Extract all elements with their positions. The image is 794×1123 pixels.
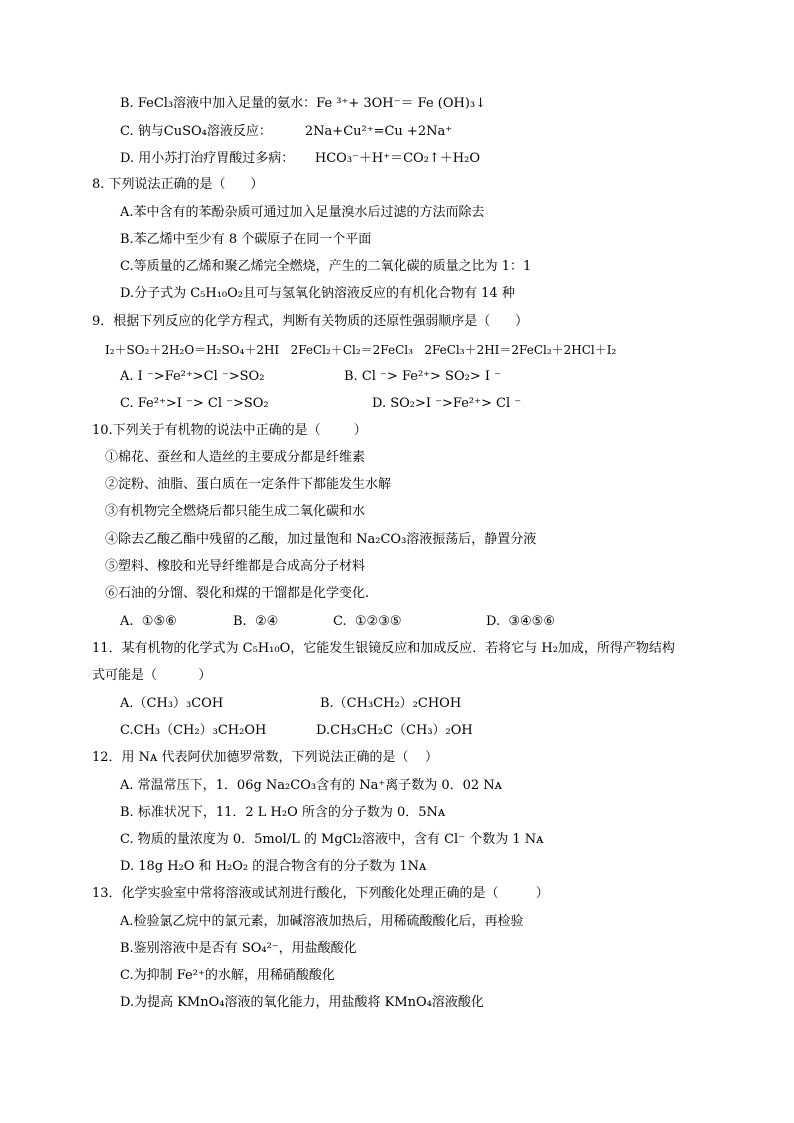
- q8-option-d: D.分子式为 C₅H₁₀O₂且可与氢氧化钠溶液反应的有机化合物有 14 种: [120, 286, 515, 301]
- q10-statement-1: ①棉花、蚕丝和人造丝的主要成分都是纤维素: [105, 450, 366, 465]
- q12-option-d: D. 18g H₂O 和 H₂O₂ 的混合物含有的分子数为 1Nᴀ: [120, 859, 427, 874]
- q11-stem: 11．某有机物的化学式为 C₅H₁₀O，它能发生银镜反应和加成反应．若将它与 H₂加成，所得产物结构: [92, 641, 675, 656]
- q10-option-c: C. ①②③⑤: [333, 614, 402, 629]
- q11-option-c: C.CH₃（CH₂）₃CH₂OH: [120, 723, 267, 738]
- q12-option-a: A. 常温常压下，1．06g Na₂CO₃含有的 Na⁺离子数为 0．02 Nᴀ: [120, 778, 502, 793]
- q9-stem: 9．根据下列反应的化学方程式，判断有关物质的还原性强弱顺序是（ ）: [92, 314, 529, 329]
- q7-option-c: C. 钠与CuSO₄溶液反应： 2Na+Cu²⁺=Cu +2Na⁺: [120, 124, 453, 139]
- q10-stem: 10.下列关于有机物的说法中正确的是（ ）: [92, 423, 367, 438]
- q13-option-c: C.为抑制 Fe²⁺的水解，用稀硝酸酸化: [120, 968, 335, 983]
- q13-option-d: D.为提高 KMnO₄溶液的氧化能力，用盐酸将 KMnO₄溶液酸化: [120, 995, 484, 1010]
- q8-stem: 8. 下列说法正确的是（ ）: [92, 177, 264, 192]
- q11-option-a: A.（CH₃）₃COH: [120, 696, 224, 711]
- q9-option-a: A. I ⁻>Fe²⁺>Cl ⁻>SO₂: [120, 369, 265, 384]
- q13-option-a: A.检验氯乙烷中的氯元素，加碱溶液加热后，用稀硫酸酸化后，再检验: [120, 914, 524, 929]
- q10-statement-5: ⑤塑料、橡胶和光导纤维都是合成高分子材料: [105, 559, 366, 574]
- q13-option-b: B.鉴别溶液中是否有 SO₄²⁻，用盐酸酸化: [120, 941, 357, 956]
- q9-option-d: D. SO₂>I ⁻>Fe²⁺> Cl ⁻: [372, 396, 522, 411]
- q10-option-d: D. ③④⑤⑥: [486, 614, 555, 629]
- q11-option-d: D.CH₃CH₂C（CH₃）₂OH: [316, 723, 473, 738]
- q7-option-b: B. FeCl₃溶液中加入足量的氨水：Fe ³⁺+ 3OH⁻＝ Fe (OH)₃↓: [120, 96, 487, 111]
- q10-statement-6: ⑥石油的分馏、裂化和煤的干馏都是化学变化.: [105, 586, 370, 601]
- q11-stem-cont: 式可能是（ ）: [92, 668, 212, 683]
- q8-option-a: A.苯中含有的苯酚杂质可通过加入足量溴水后过滤的方法而除去: [120, 205, 485, 220]
- q8-option-b: B.苯乙烯中至少有 8 个碳原子在同一个平面: [120, 232, 372, 247]
- q10-statement-2: ②淀粉、油脂、蛋白质在一定条件下都能发生水解: [105, 477, 392, 492]
- q10-option-b: B. ②④: [233, 614, 279, 629]
- q10-statement-4: ④除去乙酸乙酯中残留的乙酸，加过量饱和 Na₂CO₃溶液振荡后，静置分液: [105, 532, 537, 547]
- q11-option-b: B.（CH₃CH₂）₂CHOH: [320, 696, 462, 711]
- q12-option-c: C. 物质的量浓度为 0．5mol/L 的 MgCl₂溶液中，含有 Cl⁻ 个数为 1 Nᴀ: [120, 832, 544, 847]
- q13-stem: 13．化学实验室中常将溶液或试剂进行酸化，下列酸化处理正确的是（ ）: [92, 886, 549, 901]
- q9-option-b: B. Cl ⁻> Fe²⁺> SO₂> I ⁻: [344, 369, 501, 384]
- q7-option-d: D. 用小苏打治疗胃酸过多病： HCO₃⁻＋H⁺＝CO₂↑＋H₂O: [120, 151, 481, 166]
- q9-option-c: C. Fe²⁺>I ⁻> Cl ⁻>SO₂: [120, 396, 269, 411]
- q9-equations: I₂＋SO₂＋2H₂O＝H₂SO₄＋2HI 2FeCl₂＋Cl₂＝2FeCl₃ 2FeCl₃＋2HI＝2FeCl₂＋2HCl＋I₂: [105, 343, 617, 357]
- q10-statement-3: ③有机物完全燃烧后都只能生成二氧化碳和水: [105, 504, 366, 519]
- q12-stem: 12．用 Nᴀ 代表阿伏加德罗常数，下列说法正确的是（ ）: [92, 750, 439, 765]
- q8-option-c: C.等质量的乙烯和聚乙烯完全燃烧，产生的二氧化碳的质量之比为 1：1: [120, 259, 532, 274]
- q12-option-b: B. 标准状况下，11．2 L H₂O 所含的分子数为 0．5Nᴀ: [120, 805, 446, 820]
- q10-option-a: A. ①⑤⑥: [120, 614, 177, 629]
